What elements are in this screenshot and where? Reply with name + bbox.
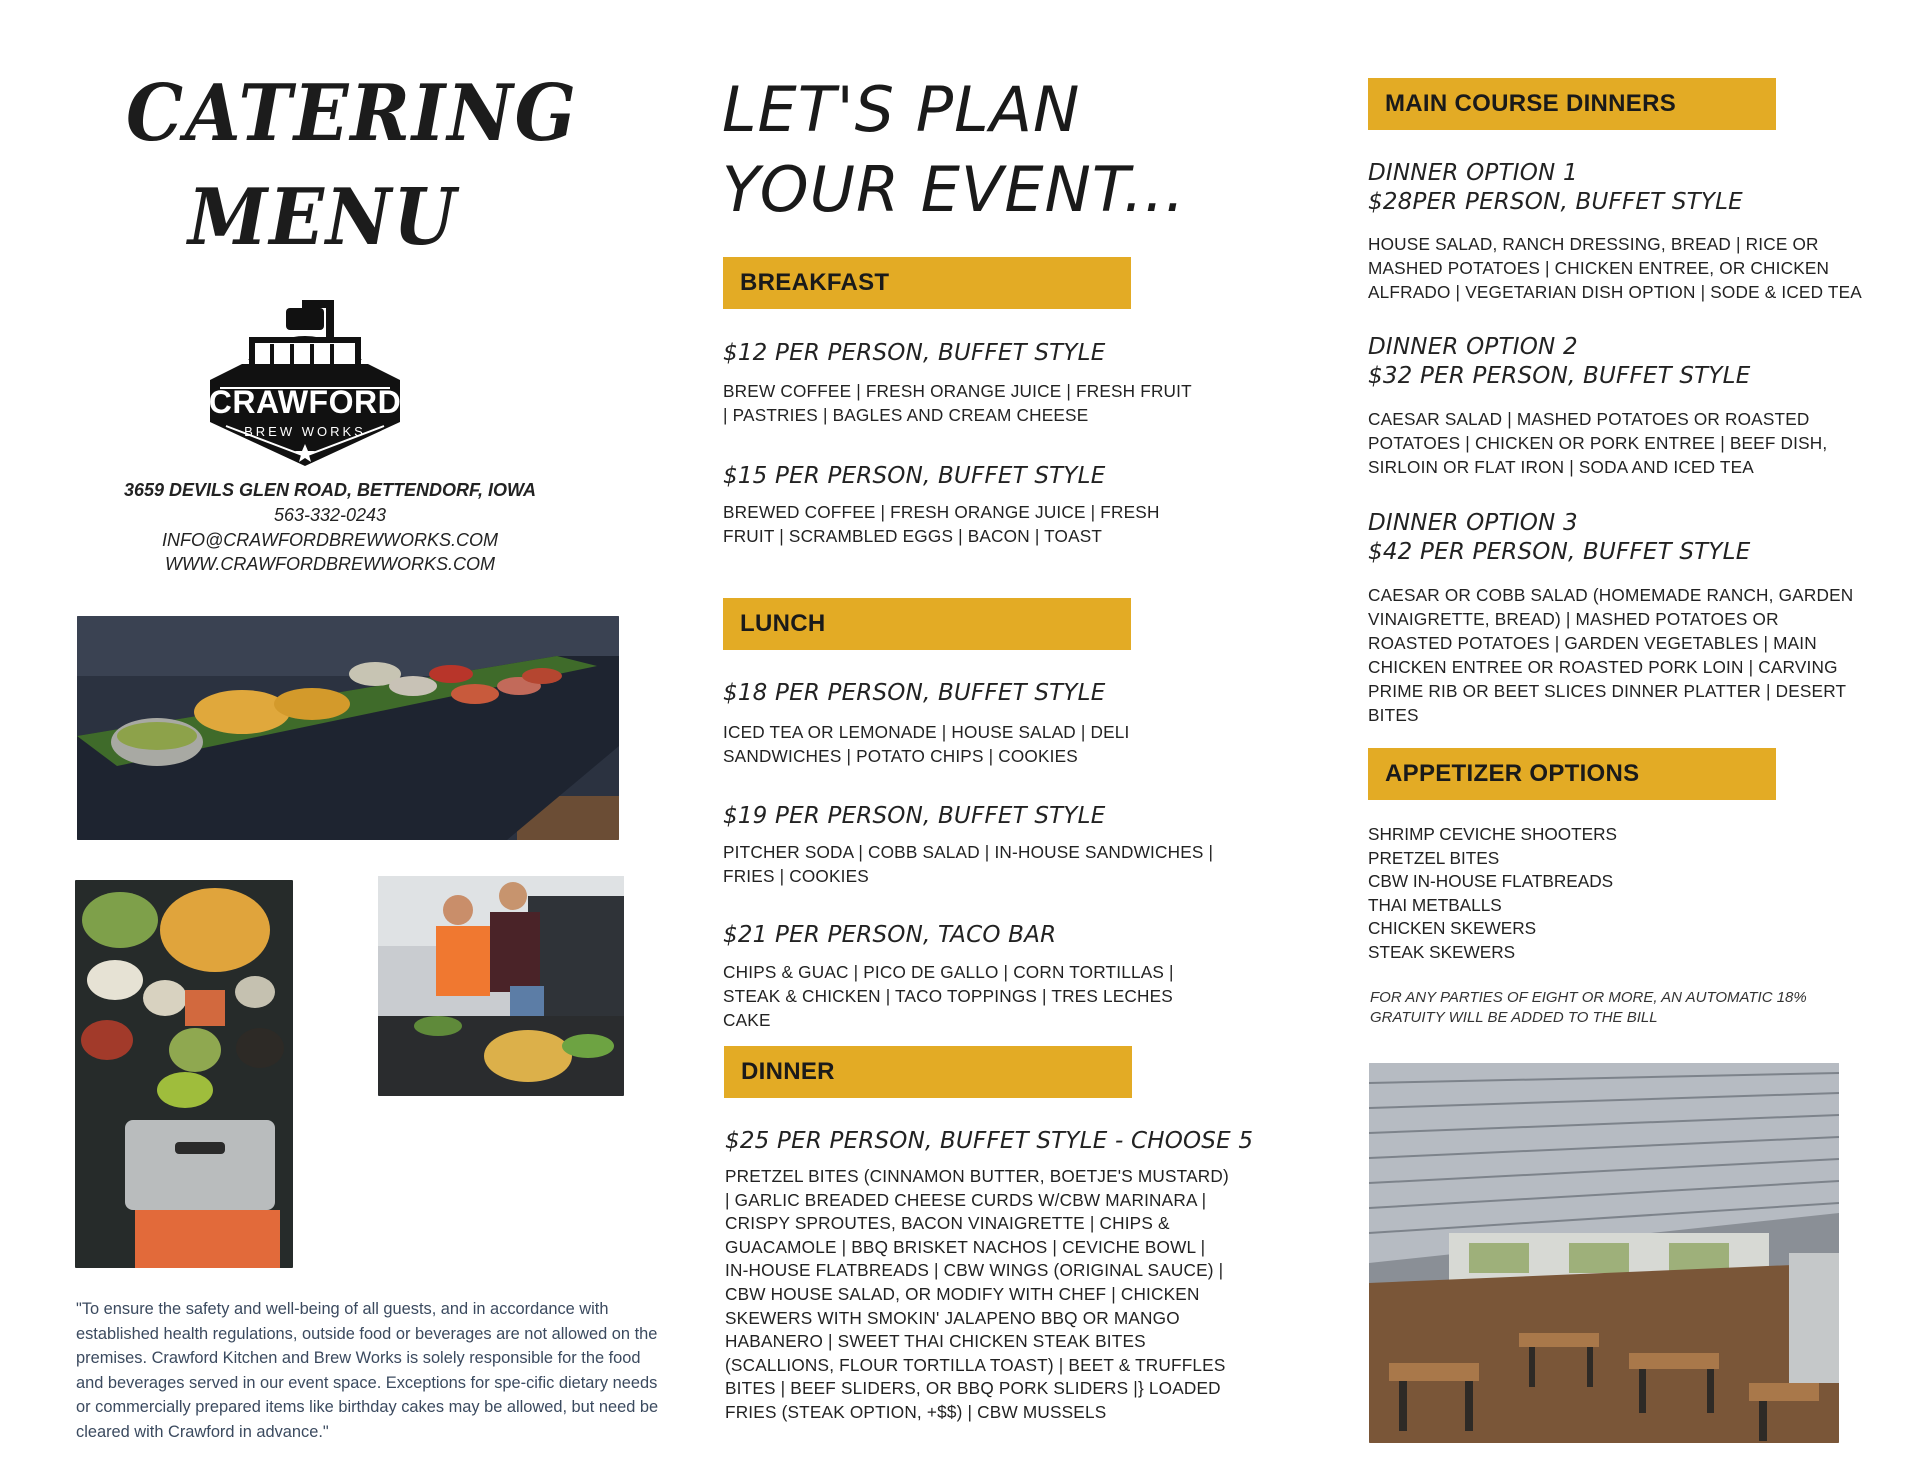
event-space-photo [1369, 1063, 1839, 1443]
dinner-option-3-name: DINNER OPTION 3 [1368, 510, 1578, 536]
dinner-items: PRETZEL BITES (CINNAMON BUTTER, BOETJE'S MUSTARD) | GARLIC BREADED CHEESE CURDS W/CBW MARINARA | CRISPY SPROUTES, BACON VINAIGRETTE | CHIPS & GUACAMOLE | BBQ BRISKET NACHOS | CEVICHE BOWL | IN-HOUSE FLATBREADS | CBW WINGS (ORIGINAL SAUCE) | CBW HOUSE SALAD, OR MODIFY WITH CHEF | CHICKEN SKEWERS WITH SMOKIN' JALAPENO BBQ OR MANGO HABANERO | SWEET THAI CHICKEN STEAK BITES (SCALLIONS, FLOUR TORTILLA TOAST) | BEET & TRUFFLES BITES | BEEF SLIDERS, OR BBQ PORK SLIDERS |} LOADED FRIES (STEAK OPTION, +$$) | CBW MUSSELS [725, 1166, 1229, 1422]
website: WWW.CRAWFORDBREWWORKS.COM [165, 554, 495, 574]
crawford-logo [202, 298, 408, 470]
dinner-option-2-items: CAESAR SALAD | MASHED POTATOES OR ROASTED POTATOES | CHICKEN OR PORK ENTREE | BEEF DISH, SIRLOIN OR FLAT IRON | SODA AND ICED TEA [1368, 409, 1828, 477]
appetizer-item: SHRIMP CEVICHE SHOOTERS [1368, 824, 1617, 844]
catering-title-line1: CATERING [126, 68, 578, 159]
buffet-table-photo [77, 616, 619, 840]
outside-food-policy: "To ensure the safety and well-being of all guests, and in accordance with established health regulations, outside food or beverages are not allowed on the premises. Crawford Kitchen and Brew Works is solely responsible for the food and beverages served in our event space. Exceptions for spe-cific dietary needs or commercially prepared items like birthday cakes may be allowed, but need be cleared with Crawford in advance." [76, 1300, 659, 1441]
serving-people-photo [378, 876, 624, 1096]
dinner-option-3-items: CAESAR OR COBB SALAD (HOMEMADE RANCH, GARDEN VINAIGRETTE, BREAD) | MASHED POTATOES OR ROASTED POTATOES | GARDEN VEGETABLES | MAIN CHICKEN ENTREE OR ROASTED PORK LOIN | CARVING PRIME RIB OR BEET SLICES DINNER PLATTER | DESERT BITES [1368, 585, 1854, 725]
breakfast-option-2-price: $15 PER PERSON, BUFFET STYLE [723, 463, 1106, 489]
lunch-option-3-items: CHIPS & GUAC | PICO DE GALLO | CORN TORTILLAS | STEAK & CHICKEN | TACO TOPPINGS | TRES LECHES CAKE [723, 962, 1174, 1030]
appetizer-list [1368, 823, 1617, 965]
dinner-option-2-price: $32 PER PERSON, BUFFET STYLE [1368, 363, 1751, 389]
logo-subtitle: BREW WORKS [244, 424, 366, 439]
dinner-price: $25 PER PERSON, BUFFET STYLE - CHOOSE 5 [725, 1128, 1254, 1154]
lunch-heading: LUNCH [723, 598, 1131, 650]
catering-title-line2: MENU [188, 172, 458, 263]
lunch-option-3-price: $21 PER PERSON, TACO BAR [723, 922, 1057, 948]
email: INFO@CRAWFORDBREWWORKS.COM [162, 530, 498, 550]
dinner-option-2-name: DINNER OPTION 2 [1368, 334, 1578, 360]
appetizer-item: CBW IN-HOUSE FLATBREADS [1368, 871, 1614, 892]
logo-name: CRAWFORD [208, 384, 402, 420]
plan-title-line1: LET'S PLAN [722, 73, 1081, 146]
dinner-option-1-items: HOUSE SALAD, RANCH DRESSING, BREAD | RICE OR MASHED POTATOES | CHICKEN ENTREE, OR CHICKEN ALFRADO | VEGETARIAN DISH OPTION | SODE & ICED TEA [1368, 234, 1862, 302]
breakfast-option-1-price: $12 PER PERSON, BUFFET STYLE [723, 340, 1106, 366]
dinner-option-1-price: $28PER PERSON, BUFFET STYLE [1368, 189, 1743, 215]
plan-title-line2: YOUR EVENT... [722, 153, 1186, 226]
lunch-option-2-items: PITCHER SODA | COBB SALAD | IN-HOUSE SANDWICHES | FRIES | COOKIES [723, 842, 1214, 886]
breakfast-option-1-items: BREW COFFEE | FRESH ORANGE JUICE | FRESH FRUIT | PASTRIES | BAGLES AND CREAM CHEESE [723, 381, 1192, 425]
food-trays-photo [75, 880, 293, 1268]
lunch-option-2-price: $19 PER PERSON, BUFFET STYLE [723, 803, 1106, 829]
appetizer-heading: APPETIZER OPTIONS [1368, 748, 1776, 800]
appetizer-item: STEAK SKEWERS [1368, 941, 1516, 962]
dinner-heading: DINNER [724, 1046, 1132, 1098]
dinner-option-1-name: DINNER OPTION 1 [1368, 160, 1578, 186]
breakfast-option-2-items: BREWED COFFEE | FRESH ORANGE JUICE | FRESH FRUIT | SCRAMBLED EGGS | BACON | TOAST [723, 502, 1160, 546]
lunch-option-1-items: ICED TEA OR LEMONADE | HOUSE SALAD | DELI SANDWICHES | POTATO CHIPS | COOKIES [723, 722, 1130, 766]
main-course-heading: MAIN COURSE DINNERS [1368, 78, 1776, 130]
breakfast-heading: BREAKFAST [723, 257, 1131, 309]
dinner-option-3-price: $42 PER PERSON, BUFFET STYLE [1368, 539, 1751, 565]
gratuity-note-line1: FOR ANY PARTIES OF EIGHT OR MORE, AN AUTOMATIC 18% [1370, 989, 1807, 1006]
appetizer-item: PRETZEL BITES [1368, 847, 1500, 868]
appetizer-item: THAI METBALLS [1368, 894, 1502, 915]
address: 3659 DEVILS GLEN ROAD, BETTENDORF, IOWA [123, 480, 537, 500]
gratuity-note-line2: GRATUITY WILL BE ADDED TO THE BILL [1370, 1009, 1658, 1026]
lunch-option-1-price: $18 PER PERSON, BUFFET STYLE [723, 680, 1106, 706]
phone: 563-332-0243 [273, 505, 387, 525]
appetizer-item: CHICKEN SKEWERS [1368, 918, 1537, 939]
